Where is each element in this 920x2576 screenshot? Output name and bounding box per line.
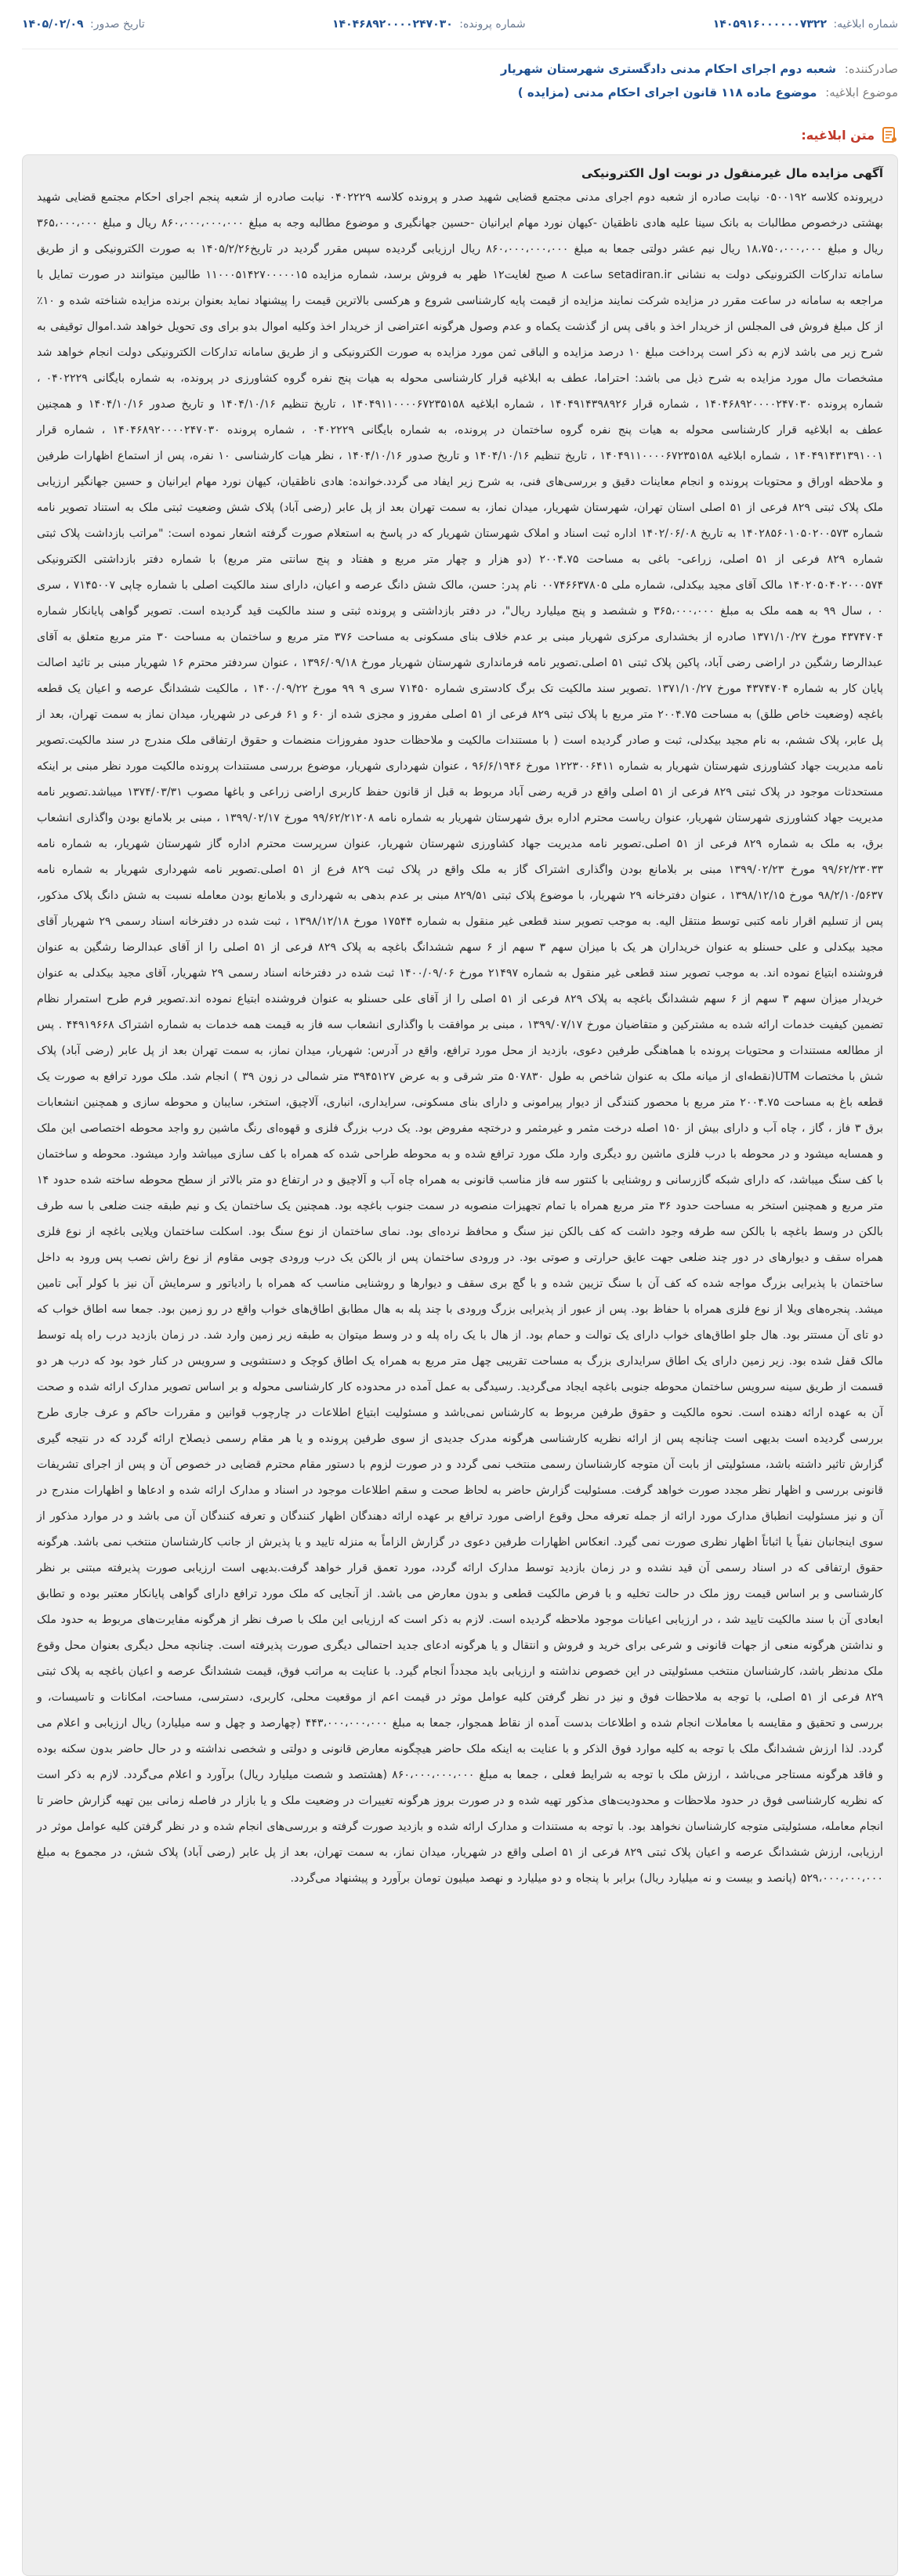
case-number-label: شماره پرونده: [459, 18, 526, 31]
notice-number-label: شماره ابلاغیه: [833, 18, 898, 31]
document-icon [881, 126, 898, 143]
notice-number [713, 18, 898, 31]
issue-date-label: تاریخ صدور: [90, 18, 145, 31]
notice-body: درپرونده کلاسه ۰۵۰۰۱۹۲ نیابت صادره از شعبه دوم اجرای مدنی مجتمع قضایی شهید صدر و پرونده کلاسه ۰۴۰۲۲۲۹ نیابت صادره از شعبه پنجم اجرای احکام مجتمع قضایی شهید بهشتی درخصوص مطالبات به بانک سینا علیه هادی ناظقیان -کیهان نورد مهام ایرانیان -حسین جهانگیری و موضوع مطالبه وجه به مبلغ ۸۶۰،۰۰۰،۰۰۰،۰۰۰ ریال و مبلغ ۳۶۵،۰۰۰،۰۰۰ ریال و مبلغ ۱۸،۷۵۰،۰۰۰،۰۰۰ ریال نیم عشر دولتی جمعا به مبلغ ۸۶۰،۰۰۰،۰۰۰،۰۰۰ ریال ارزیابی گردیده سپس مقرر گردید در تاریخ۱۴۰۵/۲/۲۶ به صورت الکترونیکی و از طریق سامانه تدارکات الکترونیکی دولت به نشانی setadiran.ir ساعت ۸ صبح لغایت۱۲ ظهر به فروش برسد، شماره مزایده ۱۱۰۰۰۵۱۴۲۷۰۰۰۰۰۱۵ طالبین میتوانند در صورت تمایل با مراجعه به سامانه در ساعت مقرر در مزایده شرکت نمایند مزایده از قیمت پایه کارشناسی شروع و هرکسی بالاترین قیمت را پیشنهاد نماید بعنوان برنده مزایده شناخته شده و ۱۰٪ از کل مبلغ فروش فی المجلس از خریدار اخذ و باقی پس از گذشت یکماه و عدم وصول هرگونه اعتراضی از خریدار اخذ وکلیه اموال بدو برای وی تحویل خواهد شد.اموال توقیفی به شرح زیر می باشد لازم به ذکر است پرداخت مبلغ ۱۰ درصد مزایده و الباقی ثمن مورد مزایده به صورت الکترونیکی و از طریق سامانه تدارکات الکترونیکی دولت انجام خواهد شد مشخصات مال مورد مزایده به شرح ذیل می باشد: احتراما، عطف به ابلاغیه قرار کارشناسی محوله به هیات پنج نفره گروه کشاورزی در پرونده، به شماره بایگانی ۰۴۰۲۲۲۹ ، شماره پرونده ۱۴۰۴۶۸۹۲۰۰۰۰۲۴۷۰۳۰ ، شماره قرار ۱۴۰۴۹۱۴۳۹۸۹۲۶ ، شماره ابلاغیه ۱۴۰۴۹۱۱۰۰۰۰۶۷۲۳۵۱۵۸ ، تاریخ تنظیم ۱۴۰۴/۱۰/۱۶ و تاریخ صدور ۱۴۰۴/۱۰/۱۶ و همچنین عطف به ابلاغیه قرار کارشناسی محوله به هیات پنج نفره گروه ساختمان در پرونده، به شماره بایگانی ۰۴۰۲۲۲۹ ، شماره پرونده ۱۴۰۴۶۸۹۲۰۰۰۰۲۴۷۰۳۰ ، شماره قرار ۱۴۰۴۹۱۴۳۱۳۹۱۰۰۱ ، شماره ابلاغیه ۱۴۰۴۹۱۱۰۰۰۰۶۷۲۳۵۱۵۸ ، تاریخ تنظیم ۱۴۰۴/۱۰/۱۶ و تاریخ صدور ۱۴۰۴/۱۰/۱۶ ، نظر هیات کارشناسی ۱۰ نفره، پس از استماع اظهارات طرفین و ملاحظه اوراق و محتویات پرونده و انجام معاینات دقیق و بررسی‌های فنی، به شرح زیر ایفاد می گردد.خوانده: هادی ناظقیان، کیهان نورد مهام ایرانیان و حسین جهانگیر ارزیابی ملک پلاک ثبتی ۸۲۹ فرعی از ۵۱ اصلی استان تهران، شهرستان شهریار، میدان نماز، به سمت تهران بعد از پل عابر (رضی آباد) پلاک شش وضعیت ثبتی ملک به استناد تصویر نامه شماره ۱۴۰۲۸۵۶۰۱۰۵۰۲۰۰۵۷۳ به تاریخ ۱۴۰۲/۰۶/۰۸ اداره ثبت اسناد و املاک شهرستان شهریار که در پاسخ به استعلام صورت گرفته اشعار نموده است: "مراتب بازداشت پلاک ثبتی شماره ۸۲۹ فرعی از ۵۱ اصلی، زراعی- باغی به مساحت ۲۰۰۴.۷۵ (دو هزار و چهار متر مربع و هفتاد و پنج سانتی متر مربع) با شماره دفتر بازداشتی الکترونیکی ۱۴۰۲۰۵۰۴۰۲۰۰۰۵۷۴ مالک آقای مجید بیکدلی، شماره ملی ۰۰۷۴۶۶۳۷۸۰۵ نام پدر: حسن، مالک شش دانگ عرصه و اعیان، دارای سند مالکیت اصلی با شماره چاپی ۷۱۴۵۰۰۷ ، سری ۰ ، سال ۹۹ به همه ملک به مبلغ ۳۶۵،۰۰۰،۰۰۰ و ششصد و پنج میلیارد ریال"، در دفتر بازداشتی و پرونده ثبتی و سند مالکیت قید گردیده است. تصویر گواهی پایانکار شماره ۴۳۷۴۷۰۴ مورخ ۱۳۷۱/۱۰/۲۷ صادره از بخشداری مرکزی شهریار مبنی بر عدم خلاف بنای مسکونی به مساحت ۳۷۶ متر مربع و ساختمان به مساحت ۳۰ متر مربع متعلق به آقای عبدالرضا رشگین در اراضی رضی آباد، پاکین پلاک ثبتی ۵۱ اصلی.تصویر نامه فرمانداری شهرستان شهریار مورخ ۱۳۹۶/۰۹/۱۸ ، عنوان سردفتر محترم ۱۶ شهریار مبنی بر تائید اصالت پایان کار به شماره ۴۳۷۴۷۰۴ مورخ ۱۳۷۱/۱۰/۲۷ .تصویر سند مالکیت تک برگ کادستری شماره ۷۱۴۵۰ سری ۹ ۹۹ مورخ ۱۴۰۰/۰۹/۲۲ ، مالکیت ششدانگ عرصه و اعیان یک قطعه باغچه (وضعیت خاص طلق) به مساحت ۲۰۰۴.۷۵ متر مربع با پلاک ثبتی ۸۲۹ فرعی از ۵۱ اصلی مفروز و مجزی شده از ۶۰ و ۶۱ فرعی در شهریار، میدان نماز به سمت تهران، بعد از پل عابر، پلاک ششم، به نام مجید بیکدلی، ثبت و صادر گردیده است ( با مستندات مالکیت و ملاحظات حدود مفروزات منضمات و حقوق ارتفاقی ملک مندرج در سند مالکیت.تصویر نامه مدیریت جهاد کشاورزی شهرستان شهریار به شماره ۱۲۲۳۰۰۶۴۱۱ مورخ ۹۶/۶/۱۹۴۶ ، عنوان شهرداری شهریار، موضوع بررسی مستندات پرونده مالکیت مورد نظر مبنی بر اینکه مستحدثات موجود در پلاک ثبتی ۸۲۹ فرعی از ۵۱ اصلی واقع در قریه رضی آباد مربوط به قبل از قانون حفظ کاربری اراضی زراعی و باغها مصوب ۱۳۷۴/۰۳/۳۱ میباشد.تصویر نامه مدیریت جهاد کشاورزی شهرستان شهریار، عنوان ریاست محترم اداره برق شهرستان شهریار به شماره نامه ۹۹/۶۲/۲۱۲۰۸ مورخ ۱۳۹۹/۰۲/۱۷ ، مبنی بر بلامانع بودن واگذاری انشعاب برق، به ملک به شماره ۸۲۹ فرعی از ۵۱ اصلی.تصویر نامه مدیریت جهاد کشاورزی شهرستان شهریار، عنوان سرپرست محترم اداره گاز شهرستان شهریار، به شماره نامه ۹۹/۶۲/۲۳۰۳۳ مورخ ۱۳۹۹/۰۲/۲۳ مبنی بر بلامانع بودن واگذاری اشتراک گاز به ملک واقع در پلاک ثبت ۸۲۹ فرع از ۵۱ اصلی.تصویر نامه شهرداری شهریار به شماره نامه ۹۸/۲/۱۰/۵۶۳۷ مورخ ۱۳۹۸/۱۲/۱۵ ، عنوان دفترخانه ۲۹ شهریار، با موضوع پلاک ثبتی ۸۲۹/۵۱ مبنی بر عدم بدهی به شهرداری و بلامانع بودن معامله نسبت به شش دانگ پلاک مذکور، پس از تسلیم اقرار نامه کتبی توسط منتقل الیه. به موجب تصویر سند قطعی غیر منقول به شماره ۱۷۵۴۴ مورخ ۱۳۹۸/۱۲/۱۸ ، ثبت شده در دفترخانه اسناد رسمی ۲۹ شهریار آقای مجید بیکدلی و علی حسنلو به عنوان خریداران هر یک با میزان سهم ۳ سهم از ۶ سهم ششدانگ باغچه به پلاک ۸۲۹ فرعی از ۵۱ اصلی را از آقای عبدالرضا رشگین به عنوان فروشنده ابتیاع نموده اند. به موجب تصویر سند قطعی غیر منقول به شماره ۲۱۴۹۷ مورخ ۱۴۰۰/۰۹/۰۶ ثبت شده در دفترخانه اسناد رسمی ۲۹ شهریار، آقای مجید بیکدلی به عنوان خریدار میزان سهم ۳ سهم از ۶ سهم ششدانگ باغچه به پلاک ۸۲۹ فرعی از ۵۱ اصلی را از آقای علی حسنلو به عنوان فروشنده ابتیاع نموده اند.تصویر فرم طرح استمرار نظام تضمین کیفیت خدمات ارائه شده به مشترکین و متقاضیان مورخ ۱۳۹۹/۰۷/۱۷ ، مبنی بر موافقت با واگذاری انشعاب سه فاز به قیمت همه خدمات به شماره اشتراک ۴۴۹۱۹۶۶۸ . پس از مطالعه مستندات و محتویات پرونده با هماهنگی طرفین دعوی، بازدید از محل مورد ترافع، واقع در آدرس: شهریار، میدان نماز، به سمت تهران بعد از پل عابر (رضی آباد) پلاک شش با مختصات UTM(نقطه‌ای از میانه ملک به عنوان شاخص به طول ۵۰۷۸۳۰ متر شرقی و به عرض ۳۹۴۵۱۲۷ متر شمالی در زون ۳۹ ) انجام شد. ملک مورد ترافع به صورت یک قطعه باغ به مساحت ۲۰۰۴.۷۵ متر مربع با محصور کنندگی از دیوار پیرامونی و دارای بنای مسکونی، سرایداری، انباری، آلاچیق، استخر، سایبان و محوطه سازی و همچنین انشعابات برق ۳ فاز ، گاز ، چاه آب و دارای بیش از ۱۵۰ اصله درخت مثمر و غیرمثمر و درختچه مفروض بود. یک درب بزرگ فلزی و قهوه‌ای رنگ ماشین رو واجد محوطه اختصاصی این ملک و همسایه میشود و در محوطه با درب فلزی ماشین رو دیگری وارد ملک مورد ترافع شده و به محوطه طراحی شده که همراه با کف سازی میباشد وارد میشود. محوطه و ساختمان با کف سنگ میباشد، که دارای شبکه گازرسانی و روشنایی با کنتور سه فاز مناسب قانونی به همراه چاه آب و آلاچیق و در ارتفاع دو متر بالاتر از سطح محوطه ساخته شده حدود ۱۴ متر مربع و همچنین استخر به مساحت حدود ۳۶ متر مربع همراه با تمام تجهیزات منصوبه در سمت جنوب باغچه بود. همچنین یک ساختمان یک و نیم طبقه جنت ضلعی با سه طرف بالکن در وسط باغچه با بالکن سه طرفه وجود داشت که کف بالکن نیز سنگ و محافظ نرده‌ای بود. نمای ساختمان از نوع سنگ بود. اسکلت ساختمان ویلایی باغچه از نوع فلزی همراه سقف و دیوارهای در دور چند ضلعی جهت عایق حرارتی و صوتی بود. در ورودی ساختمان پس از بالکن یک درب ورودی چوبی مقاوم از نوع راش نصب پس ورود به داخل ساختمان با پذیرایی بزرگ مواجه شده که کف آن با سنگ تزیین شده و با گچ بری سقف و دیوارها و روشنایی مناسب که همراه با رادیاتور و سرمایش آن نیز با کولر آبی تامین میشد. پنجره‌های ویلا از نوع فلزی همراه با حفاظ بود. پس از عبور از پذیرایی بزرگ ورودی با چند پله به هال مطابق اطاق‌های خواب واقع در رو زمین بود. جمعا سه اطاق خواب که دو تای آن مستتر بود. هال جلو اطاق‌های خواب دارای یک توالت و حمام بود. از هال با یک راه پله و در وسط میتوان به طبقه زیر زمین وارد شد. در زمان بازدید درب راه پله توسط مالک قفل شده بود. زیر زمین دارای یک اطاق سرایداری بزرگ به مساحت تقریبی چهل متر مربع به همراه یک اطاق کوچک و دستشویی و سرویس در کنار خود بود که درب هر دو قسمت از طریق سینه سرویس ساختمان محوطه جنوبی باغچه ایجاد می‌گردید. رسیدگی به عمل آمده در محدوده کار کارشناسی محوله و بر اساس تصویر مدارک ارائه شده و صحت آن به عهده ارائه دهنده است. نحوه مالکیت و حقوق طرفین مربوط به کارشناس نمی‌باشد و مسئولیت ابتیاع اطلاعات در چارچوب قوانین و مقررات حاکم و عرف جاری طرح بررسی گردیده است بدیهی است چنانچه پس از ارائه نظریه کارشناسی هرگونه مدرک جدیدی از سوی طرفین پرونده و یا هر مقام رسمی ذیصلاح ارائه گردد که در نتیجه گیری گزارش تاثیر داشته باشد، مسئولیتی از بابت آن متوجه کارشناسان رسمی منتخب نمی گردد و در صورت لزوم با دستور مقام محترم قضایی در خصوص آن و پس از اجرای تشریفات قانونی بررسی و اظهار نظر مجدد صورت خواهد گرفت. مسئولیت گزارش حاضر به لحاظ صحت و سقم اطلاعات موجود در اسناد و مدارک ارائه شده و ادعاها و اظهارات مندرج در آن و نیز مسئولیت انطباق مدارک مورد ارائه از جمله تعرفه محل وقوع اراضی مورد ترافع بر عهده ارائه دهندگان اظهار کنندگان و تعرفه کنندگان آن می باشد و در موارد مذکور از سوی اینجانبان نفیاً یا اثباتاً اظهار نظری صورت نمی گیرد. انعکاس اظهارات طرفین دعوی در گزارش الزاماً به منزله تایید و یا پذیرش از جانب کارشناسان منتخب نمی باشد. هرگونه حقوق ارتفاقی که در اسناد رسمی آن قید نشده و در زمان بازدید توسط مدارک ارائه گردد، مورد تعمق قرار خواهد گرفت.بدیهی است ارزیابی صورت پذیرفته مبتنی بر نظر کارشناسی و بر اساس قیمت روز ملک در حالت تخلیه و با فرض مالکیت قطعی و بدون معارض می باشد. از آنجایی که ملک مورد ترافع دارای گواهی پایانکار معتبر بوده و تطابق ابعادی آن با سند مالکیت تایید شد ، در ارزیابی اعیانات موجود ملاحظه گردیده است. لازم به ذکر است که ارزیابی این ملک با صرف نظر از هرگونه مفایرت‌های مربوط به حدود ملک و نداشتن هرگونه منعی از جهات قانونی و شرعی برای خرید و فروش و انتقال و یا هرگونه ادعای جدید احتمالی دیگری صورت پذیرفته است. چنانچه محل دیگری بعنوان محل وقوع ملک مدنظر باشد، کارشناسان منتخب مسئولیتی در این خصوص نداشته و ارزیابی باید مجدداً انجام گیرد. با عنایت به مراتب فوق، قیمت ششدانگ عرصه و اعیان باغچه به پلاک ثبتی ۸۲۹ فرعی از ۵۱ اصلی، با توجه به ملاحظات فوق و نیز در نظر گرفتن کلیه عوامل موثر در قیمت اعم از موقعیت محلی، کاربری، دسترسی، مساحت، امکانات و تاسیسات، و بررسی و تحقیق و مقایسه با معاملات انجام شده و اطلاعات بدست آمده از نقاط همجوار، جمعا به مبلغ ۴۴۳،۰۰۰،۰۰۰،۰۰۰ (چهارصد و چهل و سه میلیارد) ریال ارزیابی و اعلام می گردد. لذا ارزش ششدانگ ملک با توجه به کلیه موارد فوق الذکر و با عنایت به اینکه ملک حاضر هیچگونه معارض قانونی و دولتی و شخصی نداشته و در حال حاضر بدون سکنه بوده و فاقد هرگونه مستاجر می‌باشد ، ارزش ملک با توجه به شرایط فعلی ، جمعا به مبلغ ۸۶۰،۰۰۰،۰۰۰،۰۰۰ (هشتصد و شصت میلیارد ریال) برآورد و اعلام می‌گردد. لازم به ذکر است که نظریه کارشناسی فوق در حدود ملاحظات و محدودیت‌های مذکور تهیه شده و در صورت بروز هرگونه تغییرات در وضعیت ملک و یا بازار در فاصله زمانی بین تهیه گزارش حاضر تا انجام معامله، مسئولیتی متوجه کارشناسان نخواهد بود. با توجه به مستندات و مدارک ارائه شده و بازدید صورت گرفته و بررسی‌های انجام شده و در نظر گرفتن کلیه عوامل موثر در ارزیابی، ارزش ششدانگ عرصه و اعیان پلاک ثبتی ۸۲۹ فرعی از ۵۱ اصلی واقع در شهریار، میدان نماز، به سمت تهران، بعد از پل عابر (رضی آباد) پلاک شش، در مجموع به مبلغ ۵۲۹،۰۰۰،۰۰۰،۰۰۰ (پانصد و بیست و نه میلیارد ریال) برابر با پنجاه و دو میلیارد و نهصد میلیون تومان برآورد و پیشنهاد می‌گردد. [37, 191, 884, 1885]
issuer-value: شعبه دوم اجرای احکام مدنی دادگستری شهرستان شهریار [500, 62, 836, 76]
section-heading [22, 121, 898, 148]
subject-line [22, 81, 898, 104]
issuer-line [22, 57, 898, 81]
notice-title: آگهی مزایده مال غیرمنقول در نوبت اول الکترونیکی [581, 166, 883, 180]
case-number-value: ۱۴۰۴۶۸۹۲۰۰۰۰۲۴۷۰۳۰ [331, 18, 453, 31]
section-heading-label: متن ابلاغیه: [801, 127, 875, 143]
notice-text-box [22, 154, 898, 2576]
meta-row [22, 0, 898, 49]
notice-number-value: ۱۴۰۵۹۱۶۰۰۰۰۰۰۷۳۲۲ [712, 18, 827, 31]
subject-value: موضوع ماده ۱۱۸ قانون اجرای احکام مدنی (مزایده ) [517, 85, 817, 100]
issue-date [22, 18, 145, 31]
notice-info [22, 49, 898, 109]
issuer-label: صادرکننده: [844, 62, 898, 76]
case-number [332, 18, 526, 31]
issue-date-value: ۱۴۰۵/۰۲/۰۹ [22, 18, 84, 31]
subject-label: موضوع ابلاغیه: [825, 85, 898, 100]
